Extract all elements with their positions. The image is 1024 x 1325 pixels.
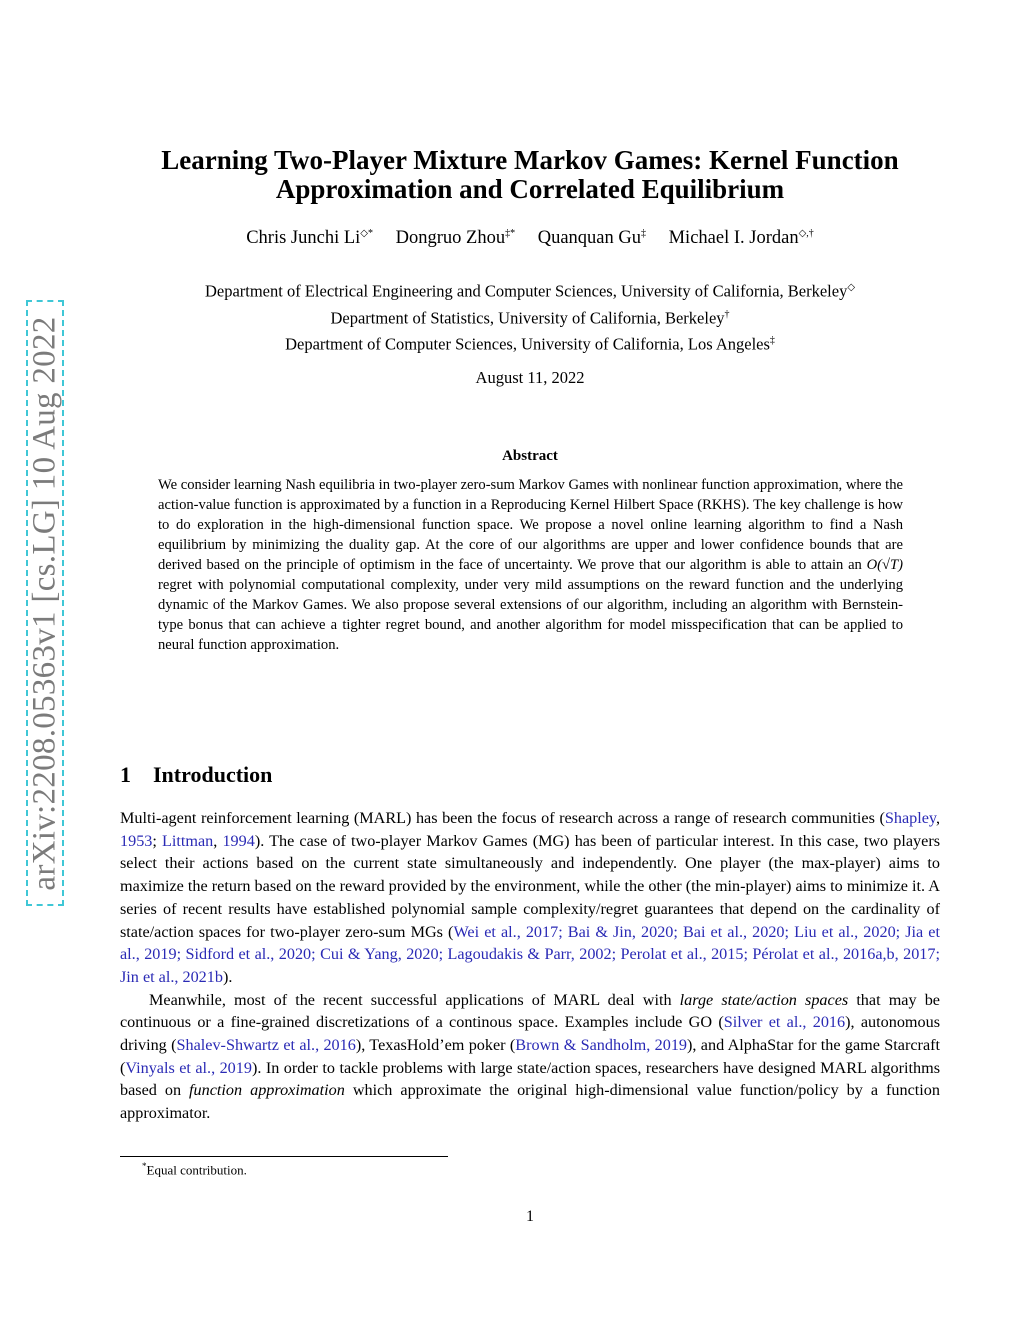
affiliation-mark: ‡ bbox=[769, 335, 775, 346]
regret-math: O(√T) bbox=[866, 557, 903, 573]
affiliation-mark: ◇ bbox=[847, 282, 856, 293]
paragraph-text: which approximate the original high-dimensional value function/policy by a function approximator. bbox=[120, 1081, 940, 1123]
emphasis-text: large state/action spaces bbox=[679, 990, 849, 1009]
citation-link[interactable]: Brown & Sandholm, 2019 bbox=[515, 1036, 688, 1055]
citation-sep: , bbox=[213, 831, 223, 850]
abstract-text bbox=[158, 475, 903, 655]
page-number: 1 bbox=[526, 1208, 534, 1225]
citation-link[interactable]: 1994 bbox=[222, 831, 255, 850]
footnote-rule bbox=[120, 1156, 448, 1157]
affiliation-3 bbox=[120, 329, 940, 356]
citation-link[interactable]: Silver et al., 2016 bbox=[723, 1013, 846, 1032]
arxiv-stamp bbox=[26, 300, 64, 906]
paragraph-text: Multi-agent reinforcement learning (MARL) has been the focus of research across a range of research communities ( bbox=[120, 809, 885, 827]
author-4 bbox=[669, 228, 814, 248]
citation-link[interactable]: 1953 bbox=[120, 831, 153, 850]
intro-paragraph-2 bbox=[120, 989, 940, 1125]
intro-body bbox=[120, 807, 940, 1125]
citation-sep: , bbox=[935, 809, 940, 827]
author-list bbox=[120, 228, 940, 249]
affiliation-mark: † bbox=[724, 308, 730, 320]
footnote-mark: * bbox=[142, 1161, 147, 1171]
abstract-heading: Abstract bbox=[502, 448, 558, 464]
citation-link[interactable]: Littman bbox=[162, 831, 214, 850]
footnote bbox=[142, 1161, 247, 1178]
author-name: Dongruo Zhou bbox=[395, 228, 506, 249]
paper-title: Learning Two-Player Mixture Markov Games: Kernel Function Approximation and Correlated Equilibrium bbox=[161, 145, 899, 204]
citation-link[interactable]: Shalev-Shwartz et al., 2016 bbox=[176, 1036, 356, 1055]
affiliation-2 bbox=[120, 303, 940, 330]
paragraph-text: ). bbox=[222, 967, 233, 986]
citation-list[interactable]: Wei et al., 2017; Bai & Jin, 2020; Bai et al., 2020; Liu et al., 2020; Jia et al., 2019; Sidford et al., 2020; Cui & Yang, 2020; Lagoudakis & Parr, 2002; Perolat et al., 2015; Pérolat et al., 2016a,b, 2017; Jin et al., 2021b bbox=[120, 922, 940, 986]
paper-date: August 11, 2022 bbox=[475, 368, 585, 387]
emphasis-text: function approximation bbox=[189, 1081, 345, 1100]
paragraph-text: ), and AlphaStar for the game Starcraft ( bbox=[120, 1036, 941, 1077]
affiliation-text: Department of Computer Sciences, University of California, Los Angeles bbox=[285, 334, 770, 354]
citation-link[interactable]: Shapley bbox=[884, 809, 936, 827]
author-name: Chris Junchi Li bbox=[246, 228, 361, 249]
footnote-text: Equal contribution. bbox=[146, 1162, 247, 1178]
arxiv-id: arXiv:2208.05363v1 [cs.LG] 10 Aug 2022 bbox=[26, 315, 63, 891]
paragraph-text: ). The case of two-player Markov Games (MG) has been of particular interest. In this case, two players select their actions based on the current state simultaneously and independently. One player (the max-player) aims to maximize the return based on the reward provided by the environment, while the other (the min-player) aims to minimize it. A series of recent results have established polynomial sample complexity/regret guarantees that depend on the cardinality of state/action spaces for two-player zero-sum MGs ( bbox=[120, 831, 941, 941]
author-1 bbox=[246, 228, 373, 248]
paragraph-text: that may be continuous or a fine-grained discretizations of a continous space. Examples include GO ( bbox=[120, 990, 940, 1032]
author-2 bbox=[396, 228, 515, 248]
author-marks: ◇* bbox=[360, 228, 373, 239]
affiliation-1 bbox=[120, 276, 940, 303]
paragraph-text: ), autonomous driving ( bbox=[120, 1013, 940, 1055]
affiliation-list bbox=[120, 276, 940, 356]
affiliation-text: Department of Statistics, University of California, Berkeley bbox=[330, 308, 725, 327]
citation-sep: ; bbox=[152, 831, 163, 850]
author-marks: ‡ bbox=[640, 228, 646, 239]
paragraph-text: ), TexasHold’em poker ( bbox=[355, 1036, 516, 1055]
abstract-part: regret with polynomial computational complexity, under very mild assumptions on the reward function and the underlying dynamic of the Markov Games. We also propose several extensions of our algorithm, including an algorithm with Bernstein-type bonus that can achieve a tighter regret bound, and another algorithm for model misspecification that can be applied to neural function approximation. bbox=[158, 577, 903, 653]
author-name: Quanquan Gu bbox=[537, 228, 641, 249]
author-marks: ◇,† bbox=[798, 228, 814, 239]
section-number: 1 bbox=[120, 762, 131, 787]
citation-link[interactable]: Vinyals et al., 2019 bbox=[125, 1058, 252, 1077]
section-heading bbox=[120, 762, 272, 788]
author-marks: ‡* bbox=[505, 228, 516, 239]
section-title: Introduction bbox=[153, 762, 273, 787]
author-3 bbox=[538, 228, 646, 248]
intro-paragraph-1 bbox=[120, 807, 940, 989]
affiliation-text: Department of Electrical Engineering and Computer Sciences, University of California, Berkeley bbox=[204, 281, 848, 301]
abstract-part: We consider learning Nash equilibria in two-player zero-sum Markov Games with nonlinear function approximation, where the action-value function is approximated by a function in a Reproducing Kernel Hilbert Space (RKHS). The key challenge is how to do exploration in the high-dimensional function space. We propose a novel online learning algorithm to find a Nash equilibrium by minimizing the duality gap. At the core of our algorithms are upper and lower confidence bounds that are derived based on the principle of optimism in the face of uncertainty. We prove that our algorithm is able to attain an bbox=[158, 477, 903, 573]
paragraph-text: ). In order to tackle problems with large state/action spaces, researchers have designed MARL algorithms based on bbox=[120, 1058, 940, 1100]
paragraph-text: Meanwhile, most of the recent successful applications of MARL deal with bbox=[149, 990, 680, 1009]
author-name: Michael I. Jordan bbox=[668, 228, 799, 249]
